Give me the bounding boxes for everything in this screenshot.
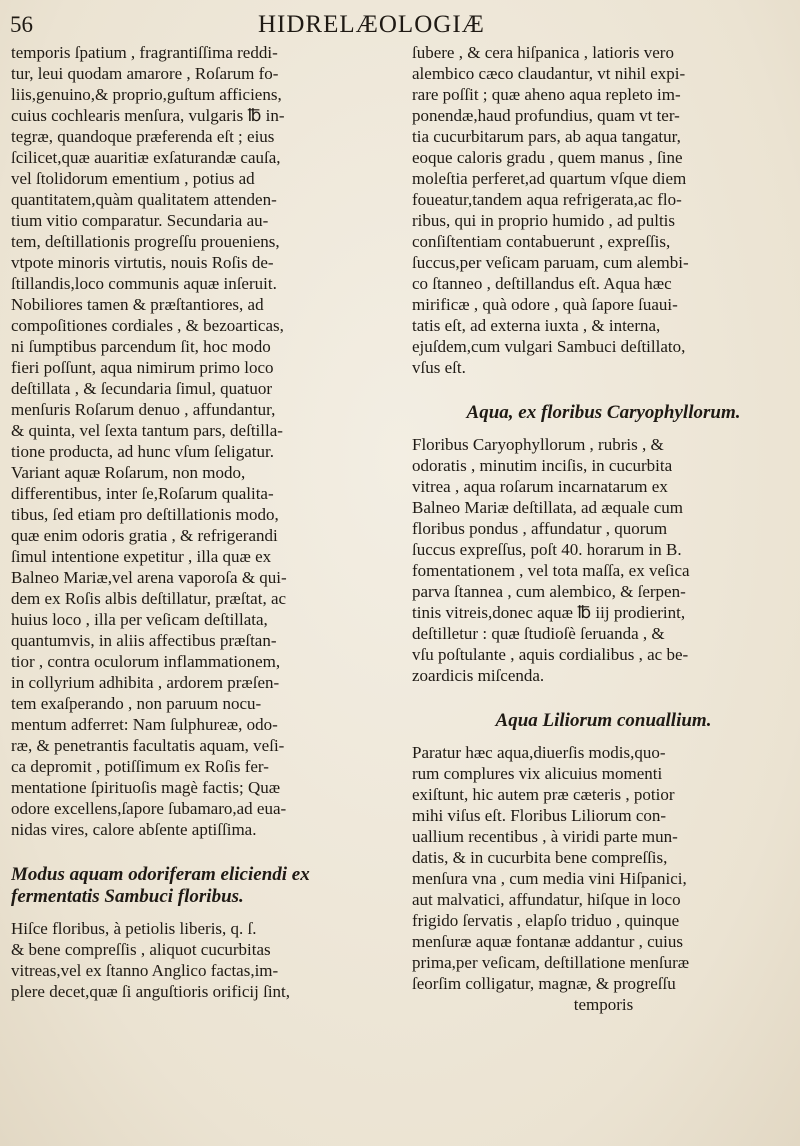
section-heading: fermentatis Sambuci floribus.: [11, 886, 244, 907]
text-line: Paratur hæc aqua,diuerſis modis,quo-: [412, 743, 666, 762]
text-line: menſura vna , cum media vini Hiſpanici,: [412, 869, 687, 888]
text-line: tia cucurbitarum pars, ab aqua tangatur,: [412, 127, 681, 146]
left-paragraph-2: [11, 918, 391, 1002]
text-line: Variant aquæ Roſarum, non modo,: [11, 463, 246, 482]
text-line: ſeorſim colligatur, magnæ, & progreſſu: [412, 974, 676, 993]
text-line: odoratis , minutim inciſis, in cucurbita: [412, 456, 673, 475]
text-line: mihi viſus eſt. Floribus Liliorum con-: [412, 806, 667, 825]
running-title: HIDRELÆOLOGIÆ: [258, 11, 485, 38]
text-line: fieri poſſunt, aqua nimirum primo loco: [11, 358, 274, 377]
text-line: Floribus Caryophyllorum , rubris , &: [412, 435, 664, 454]
right-column: [412, 42, 795, 1015]
left-paragraph-1: [11, 42, 391, 840]
right-paragraph-2: [412, 434, 795, 686]
text-line: odore excellens,ſapore ſubamaro,ad eua-: [11, 799, 287, 818]
text-line: fomentationem , vel tota maſſa, ex veſica: [412, 561, 690, 580]
text-line: nidas vires, calore abſente aptiſſima.: [11, 820, 257, 839]
text-line: tur, leui quodam amarore , Roſarum fo-: [11, 64, 279, 83]
text-line: frigido ſervatis , elapſo triduo , quinque: [412, 911, 680, 930]
text-line: temporis ſpatium , fragrantiſſima reddi-: [11, 43, 278, 62]
text-line: tinis vitreis,donec aquæ ℔ iij prodierint,: [412, 603, 686, 622]
text-line: conſiſtentiam contabuerunt , expreſſis,: [412, 232, 671, 251]
text-line: ca depromit , potiſſimum ex Roſis fer-: [11, 757, 269, 776]
text-line: huius loco , illa per veſicam deſtillata,: [11, 610, 268, 629]
text-line: Balneo Mariæ deſtillata, ad æquale cum: [412, 498, 683, 517]
text-line: menſuræ aquæ fontanæ addantur , cuius: [412, 932, 684, 951]
text-line: vſus eſt.: [412, 358, 466, 377]
text-line: tatis eſt, ad externa iuxta , & interna,: [412, 316, 661, 335]
text-line: parva ſtannea , cum alembico, & ſerpen-: [412, 582, 686, 601]
section-gap: [412, 378, 795, 402]
text-line: vitrea , aqua roſarum incarnatarum ex: [412, 477, 668, 496]
text-line: floribus pondus , affundatur , quorum: [412, 519, 668, 538]
text-line: vſu poſtulante , aquis cordialibus , ac be-: [412, 645, 689, 664]
section-gap: [11, 840, 391, 864]
text-line: aut malvatici, affundatur, hiſque in loco: [412, 890, 681, 909]
right-paragraph-3: [412, 742, 795, 994]
section-heading: Aqua, ex floribus Caryophyllorum.: [466, 402, 741, 423]
text-line: ſimul intentione expetitur , illa quæ ex: [11, 547, 272, 566]
text-line: deſtilletur : quæ ſtudioſè ſeruanda , &: [412, 624, 665, 643]
text-line: in collyrium adhibita , ardorem præſen-: [11, 673, 280, 692]
section-heading: Modus aquam odoriferam eliciendi ex: [11, 864, 310, 885]
text-line: cuius cochlearis menſura, vulgaris ℔ in-: [11, 106, 285, 125]
text-line: ſcilicet,quæ auaritiæ exſaturandæ cauſa,: [11, 148, 281, 167]
section-gap: [412, 732, 795, 742]
text-line: differentibus, inter ſe,Roſarum qualita-: [11, 484, 274, 503]
text-line: tem, deſtillationis progreſſu proueniens,: [11, 232, 280, 251]
text-line: liis,genuino,& proprio,guſtum afficiens,: [11, 85, 282, 104]
text-line: zoardicis miſcenda.: [412, 666, 545, 685]
text-line: ejuſdem,cum vulgari Sambuci deſtillato,: [412, 337, 686, 356]
section-gap: [412, 686, 795, 710]
text-line: & bene compreſſis , aliquot cucurbitas: [11, 940, 271, 959]
text-line: tior , contra oculorum inflammationem,: [11, 652, 281, 671]
text-line: Balneo Mariæ,vel arena vaporoſa & qui-: [11, 568, 287, 587]
text-line: ſtillandis,loco communis aquæ inſeruit.: [11, 274, 277, 293]
text-line: tem exaſperando , non paruum nocu-: [11, 694, 262, 713]
text-line: alembico cæco claudantur, vt nihil expi-: [412, 64, 686, 83]
text-line: quæ enim odoris gratia , & refrigerandi: [11, 526, 278, 545]
section-gap: [412, 424, 795, 434]
text-line: compoſitiones cordiales , & bezoarticas,: [11, 316, 284, 335]
page-number: 56: [10, 12, 33, 37]
text-line: foueatur,tandem aqua refrigerata,ac flo-: [412, 190, 682, 209]
text-line: vitreas,vel ex ſtanno Anglico factas,im-: [11, 961, 279, 980]
text-line: tione producta, ad hunc vſum ſeligatur.: [11, 442, 274, 461]
text-line: datis, & in cucurbita bene compreſſis,: [412, 848, 668, 867]
text-line: moleſtia perferet,ad quartum vſque diem: [412, 169, 687, 188]
text-line: quantumvis, in aliis affectibus præſtan-: [11, 631, 277, 650]
text-line: exiſtunt, hic autem præ cæteris , potior: [412, 785, 675, 804]
text-line: menſuris Roſarum denuo , affundantur,: [11, 400, 276, 419]
text-line: Hiſce floribus, à petiolis liberis, q. ſ.: [11, 919, 257, 938]
text-line: ni ſumptibus parcendum ſit, hoc modo: [11, 337, 271, 356]
text-line: dem ex Roſis albis deſtillatur, præſtat, ac: [11, 589, 287, 608]
text-line: ſubere , & cera hiſpanica , latioris vero: [412, 43, 674, 62]
page-header: [10, 10, 770, 40]
text-line: rare poſſit ; quæ aheno aqua repleto im-: [412, 85, 681, 104]
text-line: & quinta, vel ſexta tantum pars, deſtilla-: [11, 421, 283, 440]
text-line: prima,per veſicam, deſtillatione menſuræ: [412, 953, 690, 972]
text-line: vtpote minoris virtutis, nouis Roſis de-: [11, 253, 274, 272]
text-line: ribus, qui in proprio humido , ad pultis: [412, 211, 676, 230]
text-line: tium vitio comparatur. Secundaria au-: [11, 211, 269, 230]
text-line: ſuccus expreſſus, poſt 40. horarum in B.: [412, 540, 682, 559]
text-line: quantitatem,quàm qualitatem attenden-: [11, 190, 277, 209]
text-line: uallium recentibus , à viridi parte mun-: [412, 827, 678, 846]
text-line: mentum adferret: Nam ſulphureæ, odo-: [11, 715, 278, 734]
right-paragraph-1: [412, 42, 795, 378]
text-line: deſtillata , & ſecundaria ſimul, quatuor: [11, 379, 273, 398]
text-line: eoque caloris gradu , quem manus , ſine: [412, 148, 683, 167]
text-line: ſuccus,per veſicam paruam, cum alembi-: [412, 253, 689, 272]
text-line: tegræ, quandoque præferenda eſt ; eius: [11, 127, 275, 146]
text-line: co ſtanneo , deſtillandus eſt. Aqua hæc: [412, 274, 672, 293]
text-line: vel ſtolidorum ementium , potius ad: [11, 169, 255, 188]
section-heading: Aqua Liliorum conuallium.: [495, 710, 712, 731]
text-line: mirificæ , quà odore , quà ſapore ſuaui-: [412, 295, 678, 314]
left-column: [11, 42, 391, 1002]
text-line: Nobiliores tamen & præſtantiores, ad: [11, 295, 264, 314]
text-line: plere decet,quæ ſi anguſtioris orificij ſint,: [11, 982, 291, 1001]
text-line: ræ, & penetrantis facultatis aquam, veſi-: [11, 736, 285, 755]
text-line: rum complures vix alicuius momenti: [412, 764, 663, 783]
catchword: temporis: [573, 995, 634, 1014]
text-line: tibus, ſed etiam pro deſtillationis modo,: [11, 505, 279, 524]
section-gap: [11, 908, 391, 918]
text-line: ponendæ,haud profundius, quam vt ter-: [412, 106, 680, 125]
text-line: mentatione ſpirituoſis magè factis; Quæ: [11, 778, 281, 797]
